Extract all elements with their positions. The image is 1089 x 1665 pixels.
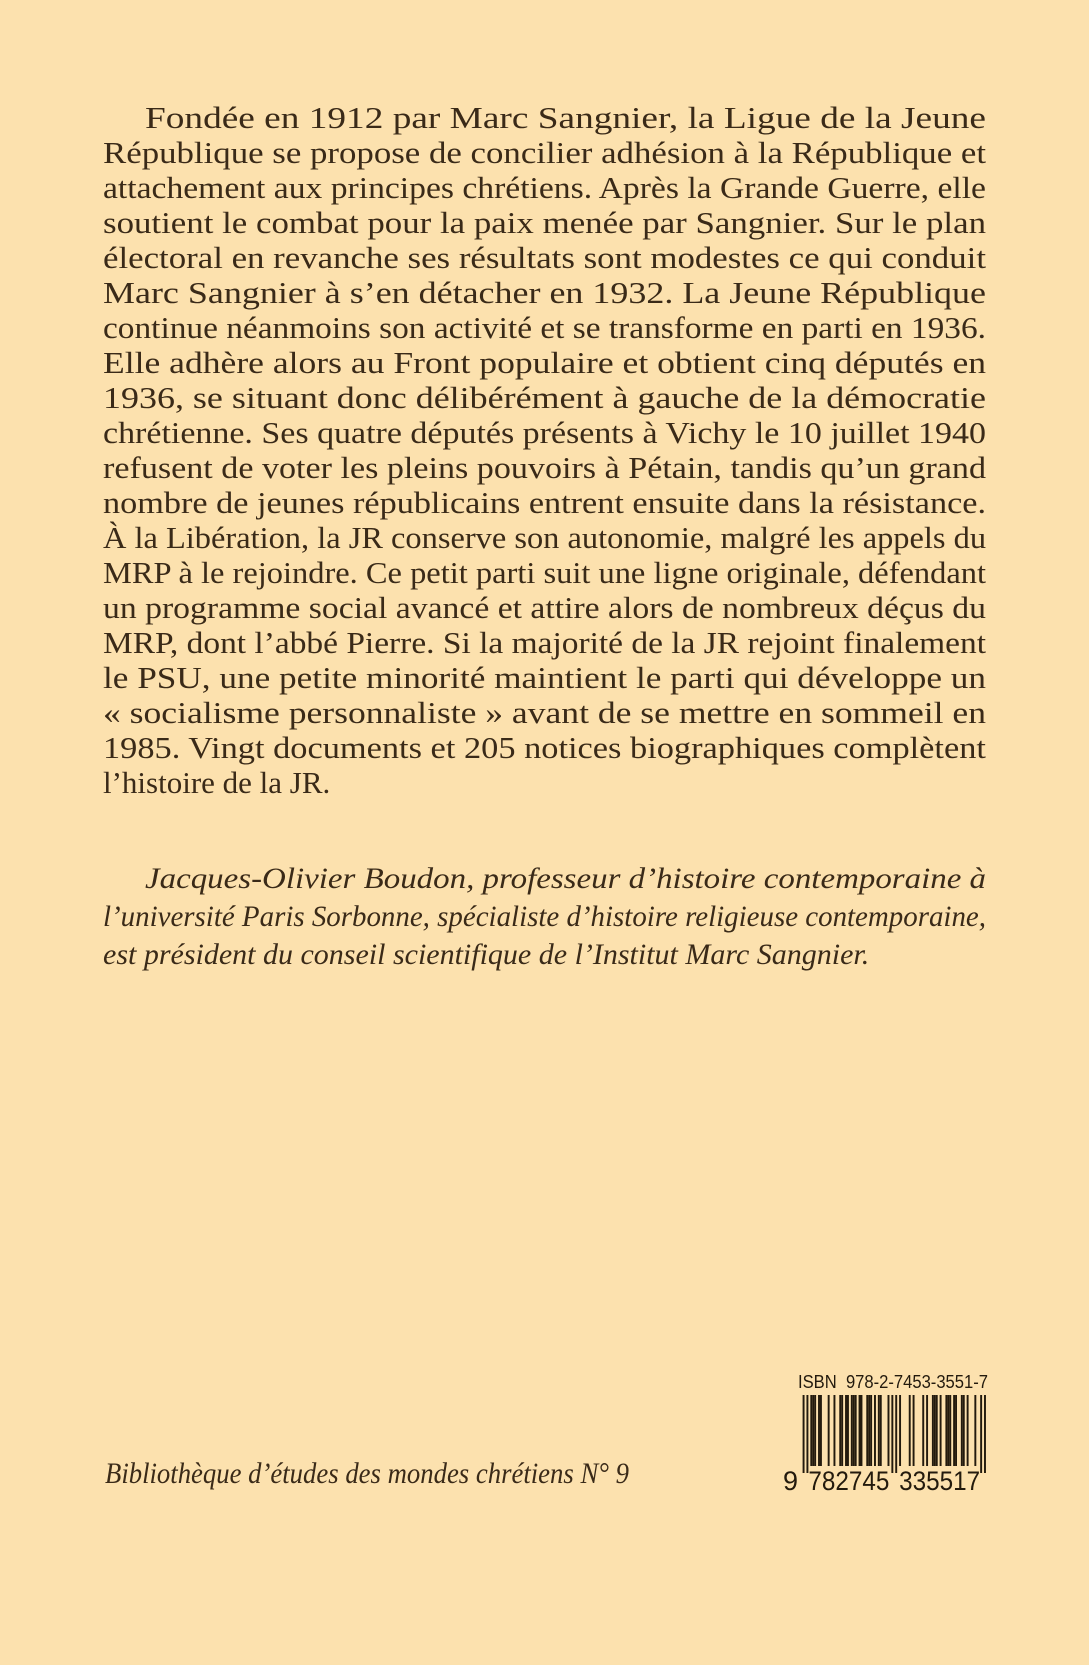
svg-text:335517: 335517 [899,1466,981,1496]
svg-text:9: 9 [783,1466,799,1496]
svg-text:782745: 782745 [808,1466,890,1496]
summary-paragraph: Fondée en 1912 par Marc Sangnier, la Ligue de la Jeune République se propose de concilier adhésion à la République et attachement aux principes chrétiens. Après la Grande Guerre, elle soutient le combat pour la paix menée par Sangnier. Sur le plan électoral en revanche ses résultats sont modestes ce qui conduit Marc Sangnier à s’en détacher en 1932. La Jeune République continue néanmoins son activité et se transforme en parti en 1936. Elle adhère alors au Front populaire et obtient cinq députés en 1936, se situant donc délibérément à gauche de la démocratie chrétienne. Ses quatre députés présents à Vichy le 10 juillet 1940 refusent de voter les pleins pouvoirs à Pétain, tandis qu’un grand nombre de jeunes républicains entrent ensuite dans la résistance. À la Libération, la JR conserve son autonomie, malgré les appels du MRP à le rejoindre. Ce petit parti suit une ligne originale, défendant un programme social avancé et attire alors de nombreux déçus du MRP, dont l’abbé Pierre. Si la majorité de la JR rejoint finalement le PSU, une petite minorité maintient le parti qui développe un « socialisme personnaliste » avant de se mettre en sommeil en 1985. Vingt documents et 205 notices biographiques complètent l’histoire de la JR. [103,100,987,800]
author-bio: Jacques-Olivier Boudon, professeur d’histoire contemporaine à l’université Paris Sorbonne, spécialiste d’histoire religieuse contemporaine, est président du conseil scientifique de l’Institut Marc Sangnier. [103,862,987,971]
isbn-barcode-block [777,1372,993,1498]
ean-barcode [783,1395,989,1496]
series-title: Bibliothèque d’études des mondes chrétiens N° 9 [105,1457,629,1490]
isbn-label: ISBN 978-2-7453-3551-7 [798,1372,988,1392]
